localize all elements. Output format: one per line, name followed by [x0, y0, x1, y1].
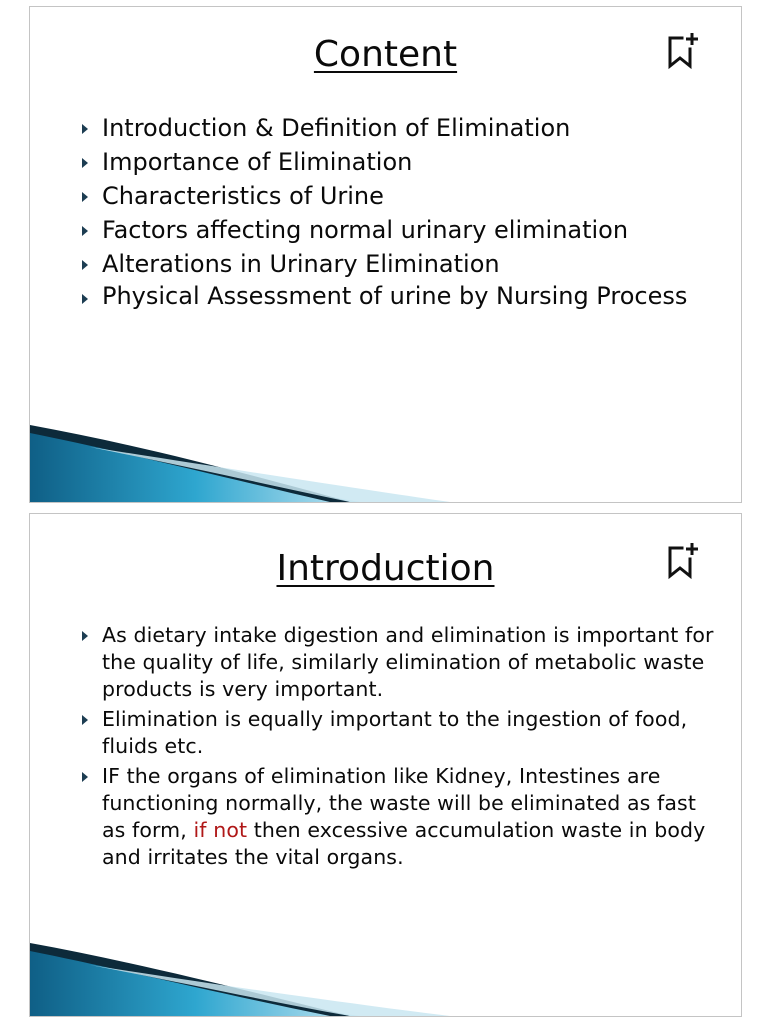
bullet-arrow-icon: [82, 226, 88, 236]
list-item: [78, 763, 717, 871]
bullet-arrow-icon: [82, 294, 88, 304]
bullet-text: Importance of Elimination: [102, 148, 413, 176]
list-item: [78, 179, 717, 213]
list-item: [78, 145, 717, 179]
highlighted-text: if not: [193, 818, 248, 842]
bullet-text: IF the organs of elimination like Kidney, Intestines are functioning normally, the waste will be eliminated as fast as form,: [102, 764, 696, 842]
bullet-arrow-icon: [82, 772, 88, 782]
bullet-arrow-icon: [82, 158, 88, 168]
bullet-arrow-icon: [82, 192, 88, 202]
bullet-text: Alterations in Urinary Elimination: [102, 250, 500, 278]
list-item: [78, 111, 717, 145]
list-item: [78, 281, 717, 311]
bullet-text: Characteristics of Urine: [102, 182, 384, 210]
slide-introduction: [29, 513, 742, 1017]
bookmark-add-icon[interactable]: [665, 31, 699, 71]
bullet-text: Introduction & Definition of Elimination: [102, 114, 571, 142]
slide-swoosh-decoration: [30, 921, 742, 1016]
bullet-text: As dietary intake digestion and elimination is important for the quality of life, similarly elimination of metabolic waste products is very important.: [102, 623, 714, 701]
bullet-text: Elimination is equally important to the ingestion of food, fluids etc.: [102, 707, 688, 758]
bullet-text: Factors affecting normal urinary elimination: [102, 216, 629, 244]
list-item: [78, 622, 717, 703]
bookmark-add-icon[interactable]: [665, 541, 699, 581]
bullet-list: [78, 111, 717, 311]
bullet-text: then excessive accumulation waste in body and irritates the vital organs.: [102, 818, 706, 869]
list-item: [78, 706, 717, 760]
list-item: [78, 247, 717, 281]
bullet-arrow-icon: [82, 715, 88, 725]
slide-title: Content: [313, 34, 458, 75]
list-item: [78, 213, 717, 247]
bullet-list: [78, 622, 717, 874]
bullet-arrow-icon: [82, 124, 88, 134]
bullet-arrow-icon: [82, 260, 88, 270]
slide-swoosh-decoration: [30, 407, 742, 502]
bullet-text: Physical Assessment of urine by Nursing Process: [102, 282, 688, 310]
slide-title: Introduction: [276, 548, 495, 589]
slide-content: [29, 6, 742, 503]
bullet-arrow-icon: [82, 631, 88, 641]
